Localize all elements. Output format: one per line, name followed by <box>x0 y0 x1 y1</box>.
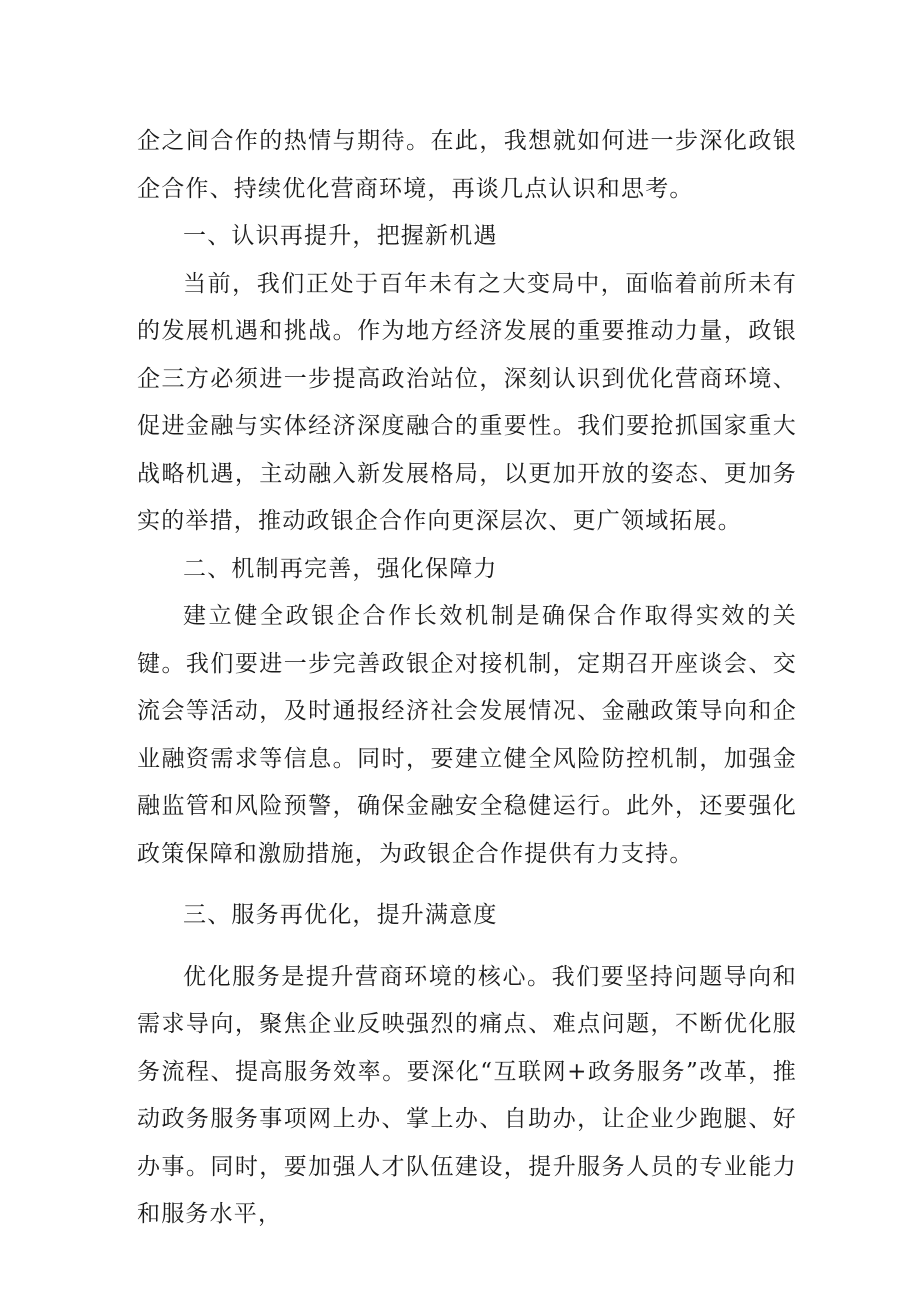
document-body <box>137 118 797 1239</box>
section-1-paragraph: 当前，我们正处于百年未有之大变局中，面临着前所未有的发展机遇和挑战。作为地方经济发展的重要推动力量，政银企三方必须进一步提高政治站位，深刻认识到优化营商环境、促进金融与实体经济深度融合的重要性。我们要抢抓国家重大战略机遇，主动融入新发展格局，以更加开放的姿态、更加务实的举措，推动政银企合作向更深层次、更广领域拓展。 <box>137 270 797 534</box>
section-1-heading: 一、认识再提升，把握新机遇 <box>183 223 498 249</box>
continued-paragraph: 企之间合作的热情与期待。在此，我想就如何进一步深化政银企合作、持续优化营商环境，再谈几点认识和思考。 <box>137 128 797 202</box>
section-2-paragraph: 建立健全政银企合作长效机制是确保合作取得实效的关键。我们要进一步完善政银企对接机制，定期召开座谈会、交流会等活动，及时通报经济社会发展情况、金融政策导向和企业融资需求等信息。同时，要建立健全风险防控机制，加强金融监管和风险预警，确保金融安全稳健运行。此外，还要强化政策保障和激励措施，为政银企合作提供有力支持。 <box>137 603 797 867</box>
section-3-paragraph: 优化服务是提升营商环境的核心。我们要坚持问题导向和需求导向，聚焦企业反映强烈的痛点、难点问题，不断优化服务流程、提高服务效率。要深化“互联网+政务服务”改革，推动政务服务事项网上办、掌上办、自助办，让企业少跑腿、好办事。同时，要加强人才队伍建设，提升服务人员的专业能力和服务水平， <box>137 963 797 1227</box>
section-2-heading: 二、机制再完善，强化保障力 <box>183 555 498 582</box>
section-3-heading: 三、服务再优化，提升满意度 <box>183 902 498 928</box>
